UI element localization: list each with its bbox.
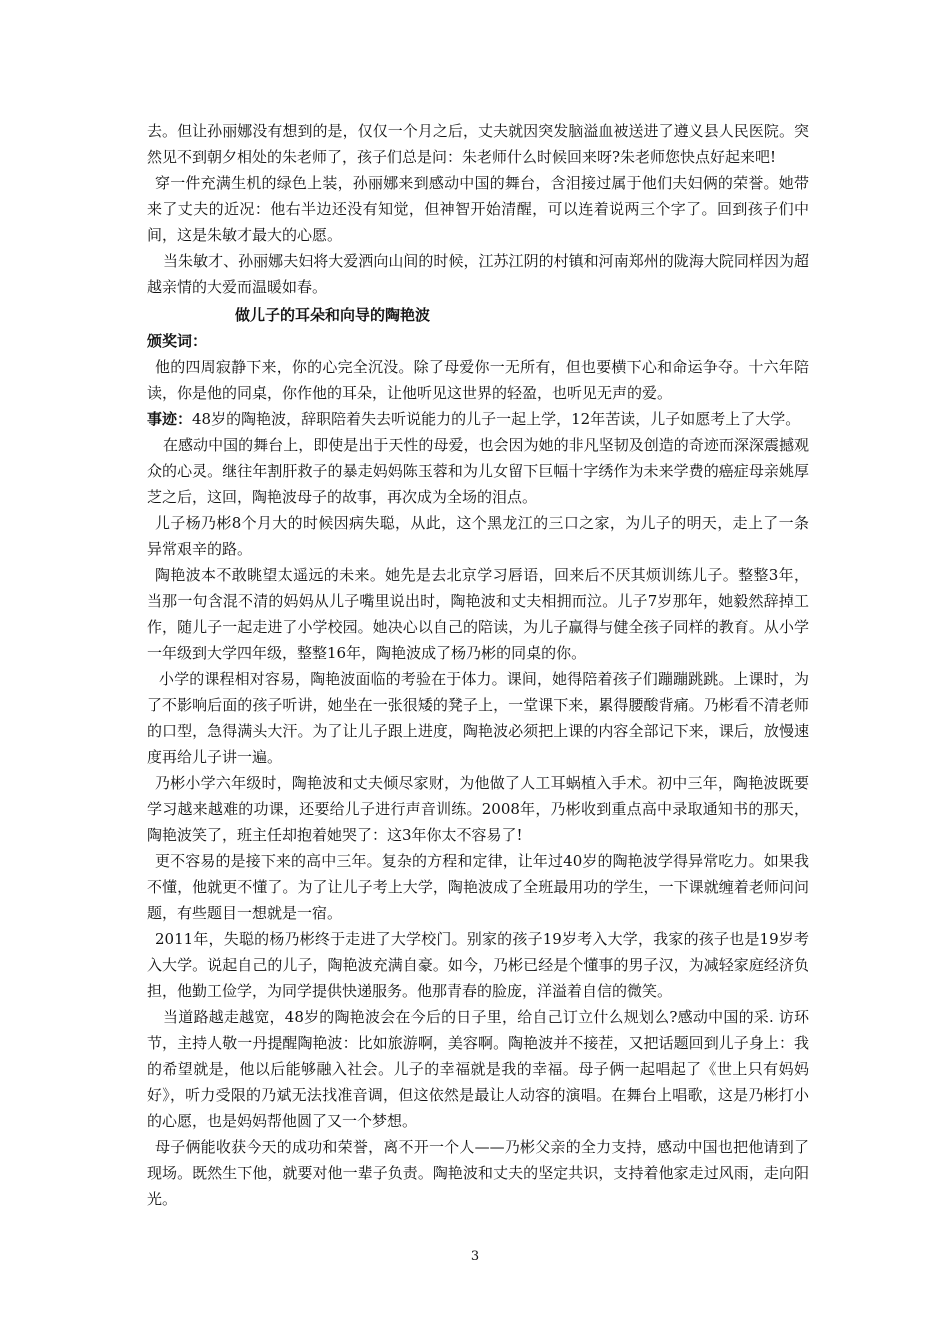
- award-text: 他的四周寂静下来，你的心完全沉没。除了母爱你一无所有，但也要横下心和命运争夺。十六年陪读，你是他的同桌，你作他的耳朵，让他听见这世界的轻盈，也听见无声的爱。: [147, 358, 809, 402]
- body-paragraph: 乃彬小学六年级时，陶艳波和丈夫倾尽家财，为他做了人工耳蜗植入手术。初中三年，陶艳波既要学习越来越难的功课，还要给儿子进行声音训练。2008年，乃彬收到重点高中录取通知书的那天，陶艳波笑了，班主任却抱着她哭了：这3年你太不容易了!: [147, 774, 809, 844]
- body-paragraph: 儿子杨乃彬8个月大的时候因病失聪，从此，这个黑龙江的三口之家，为儿子的明天，走上了一条异常艰辛的路。: [147, 514, 809, 558]
- deeds-text: 48岁的陶艳波，辞职陪着失去听说能力的儿子一起上学，12年苦读，儿子如愿考上了大学。: [192, 410, 801, 428]
- body-paragraph: 2011年，失聪的杨乃彬终于走进了大学校门。别家的孩子19岁考入大学，我家的孩子也是19岁考入大学。说起自己的儿子，陶艳波充满自豪。如今，乃彬已经是个懂事的男子汉，为减轻家庭经济负担，他勤工俭学，为同学提供快递服务。他那青春的脸庞，洋溢着自信的微笑。: [147, 930, 809, 1000]
- award-label: 颁奖词：: [147, 332, 208, 350]
- deeds-label: 事迹：: [147, 410, 193, 428]
- page-number: 3: [470, 1249, 480, 1264]
- body-paragraph: 当道路越走越宽，48岁的陶艳波会在今后的日子里，给自己订立什么规划么?感动中国的采. 访环节，主持人敬一丹提醒陶艳波：比如旅游啊，美容啊。陶艳波并不接茬，又把话题回到儿子身上：我的希望就是，他以后能够融入社会。儿子的幸福就是我的幸福。母子俩一起唱起了《世上只有妈妈好》，听力受限的乃斌无法找准音调，但这依然是最让人动容的演唱。在舞台上唱歌，这是乃彬打小的心愿，也是妈妈帮他圆了又一个梦想。: [147, 1008, 809, 1130]
- paragraph-sun-lina-stage: 穿一件充满生机的绿色上装，孙丽娜来到感动中国的舞台，含泪接过属于他们夫妇俩的荣誉。她带来了丈夫的近况：他右半边还没有知觉，但神智开始清醒，可以连着说两三个字了。回到孩子们中间，这是朱敏才最大的心愿。: [147, 174, 809, 244]
- section-title: 做儿子的耳朵和向导的陶艳波: [235, 306, 431, 324]
- paragraph-transition: 当朱敏才、孙丽娜夫妇将大爱洒向山间的时候，江苏江阴的村镇和河南郑州的陇海大院同样因为超越亲情的大爱而温暖如春。: [147, 252, 809, 296]
- body-paragraph: 在感动中国的舞台上，即使是出于天性的母爱，也会因为她的非凡坚韧及创造的奇迹而深深震撼观众的心灵。继往年割肝救子的暴走妈妈陈玉蓉和为儿女留下巨幅十字绣作为未来学费的癌症母亲姚厚芝之后，这回，陶艳波母子的故事，再次成为全场的泪点。: [147, 436, 809, 506]
- paragraph-continuation: 去。但让孙丽娜没有想到的是，仅仅一个月之后，丈夫就因突发脑溢血被送进了遵义县人民医院。突然见不到朝夕相处的朱老师了，孩子们总是问：朱老师什么时候回来呀?朱老师您快点好起来吧!: [147, 122, 809, 166]
- deeds-paragraph: [147, 406, 809, 432]
- document-body: [147, 118, 809, 1212]
- body-paragraph: 小学的课程相对容易，陶艳波面临的考验在于体力。课间，她得陪着孩子们蹦蹦跳跳。上课时，为了不影响后面的孩子听讲，她坐在一张很矮的凳子上，一堂课下来，累得腰酸背痛。乃彬看不清老师的口型，急得满头大汗。为了让儿子跟上进度，陶艳波必须把上课的内容全部记下来，课后，放慢速度再给儿子讲一遍。: [147, 670, 809, 766]
- body-paragraph: 母子俩能收获今天的成功和荣誉，离不开一个人——乃彬父亲的全力支持，感动中国也把他请到了现场。既然生下他，就要对他一辈子负责。陶艳波和丈夫的坚定共识，支持着他家走过风雨，走向阳光。: [147, 1138, 809, 1208]
- body-paragraph: 陶艳波本不敢眺望太遥远的未来。她先是去北京学习唇语，回来后不厌其烦训练儿子。整整3年，当那一句含混不清的妈妈从儿子嘴里说出时，陶艳波和丈夫相拥而泣。儿子7岁那年，她毅然辞掉工作，随儿子一起走进了小学校园。她决心以自己的陪读，为儿子赢得与健全孩子同样的教育。从小学一年级到大学四年级，整整16年，陶艳波成了杨乃彬的同桌的你。: [147, 566, 809, 662]
- body-paragraph: 更不容易的是接下来的高中三年。复杂的方程和定律，让年过40岁的陶艳波学得异常吃力。如果我不懂，他就更不懂了。为了让儿子考上大学，陶艳波成了全班最用功的学生，一下课就缠着老师问问题，有些题目一想就是一宿。: [147, 852, 809, 922]
